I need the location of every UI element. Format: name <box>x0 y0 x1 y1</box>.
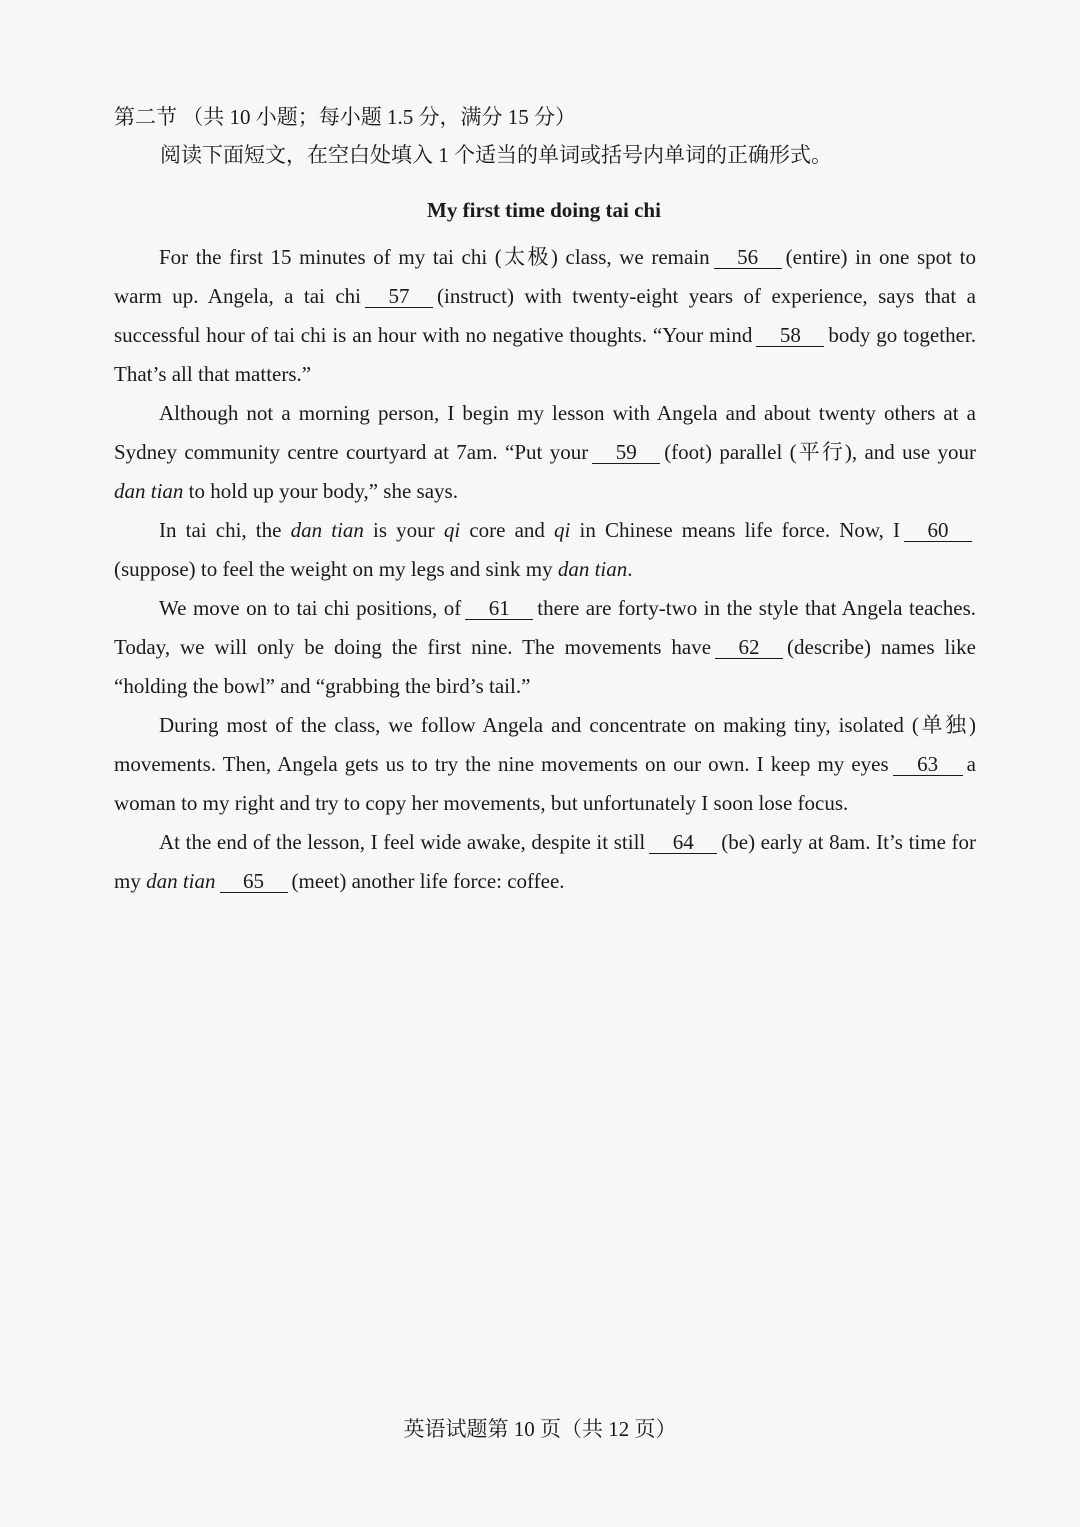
blank-65: 65 <box>220 870 288 893</box>
blank-61: 61 <box>465 597 533 620</box>
text: (meet) another life force: coffee. <box>291 869 565 893</box>
text: Although not a morning person, I begin my lesson with Angela and about twenty others at a Sydney community centre courtyard at 7am. “Put your <box>114 401 976 464</box>
text: In tai chi, the <box>159 518 282 542</box>
blank-56: 56 <box>714 246 782 269</box>
passage-body <box>114 238 976 901</box>
text: (foot) parallel (平行), and use your <box>664 440 976 464</box>
paragraph-2 <box>114 394 976 511</box>
blank-60: 60 <box>904 519 972 542</box>
paragraph-3 <box>114 511 976 589</box>
text: to hold up your body,” she says. <box>188 479 458 503</box>
blank-64: 64 <box>649 831 717 854</box>
italic-term: dan tian <box>146 869 216 893</box>
text: in Chinese means life force. Now, I <box>579 518 901 542</box>
section-instruction: 阅读下面短文，在空白处填入 1 个适当的单词或括号内单词的正确形式。 <box>160 143 832 167</box>
text: (suppose) to feel the weight on my legs and sink my <box>114 557 553 581</box>
text: For the first 15 minutes of my tai chi (太极) class, we remain <box>159 245 710 269</box>
italic-term: qi <box>443 518 461 542</box>
text: At the end of the lesson, I feel wide awake, despite it still <box>159 830 646 854</box>
italic-term: dan tian <box>290 518 364 542</box>
text: there are forty-two in the style that Angela teaches. Today, we will only be doing the first nine. The movements have <box>114 596 976 659</box>
text: core and <box>469 518 545 542</box>
passage-title: My first time doing tai chi <box>427 198 661 222</box>
blank-57: 57 <box>365 285 433 308</box>
text: body go together. That’s all that matters.” <box>114 323 976 386</box>
blank-58: 58 <box>756 324 824 347</box>
section-header: 第二节 （共 10 小题；每小题 1.5 分，满分 15 分） <box>114 105 576 129</box>
page-footer: 英语试题第 10 页（共 12 页） <box>403 1417 677 1441</box>
text: . <box>627 557 633 581</box>
text: (instruct) with twenty-eight years of experience, says that a successful hour of tai chi is an hour with no negative thoughts. “Your mind <box>114 284 976 347</box>
italic-term: dan tian <box>114 479 184 503</box>
text: (be) early at 8am. It’s time for my <box>114 830 977 893</box>
blank-62: 62 <box>715 636 783 659</box>
text: is your <box>373 518 435 542</box>
italic-term: dan tian <box>557 557 628 581</box>
text: We move on to tai chi positions, of <box>159 596 462 620</box>
paragraph-4 <box>114 589 976 706</box>
blank-63: 63 <box>893 753 963 776</box>
text: a woman to my right and try to copy her movements, but unfortunately I soon lose focus. <box>114 752 976 815</box>
text: (describe) names like “holding the bowl” and “grabbing the bird’s tail.” <box>114 635 976 698</box>
text: During most of the class, we follow Angela and concentrate on making tiny, isolated (单独) movements. Then, Angela gets us to try the nine movements on our own. I keep my eyes <box>114 713 976 776</box>
blank-59: 59 <box>592 441 660 464</box>
paragraph-1 <box>114 238 976 394</box>
paragraph-6 <box>114 823 976 901</box>
paragraph-5 <box>114 706 976 823</box>
text: (entire) in one spot to warm up. Angela, a tai chi <box>114 245 976 308</box>
italic-term: qi <box>554 518 571 542</box>
